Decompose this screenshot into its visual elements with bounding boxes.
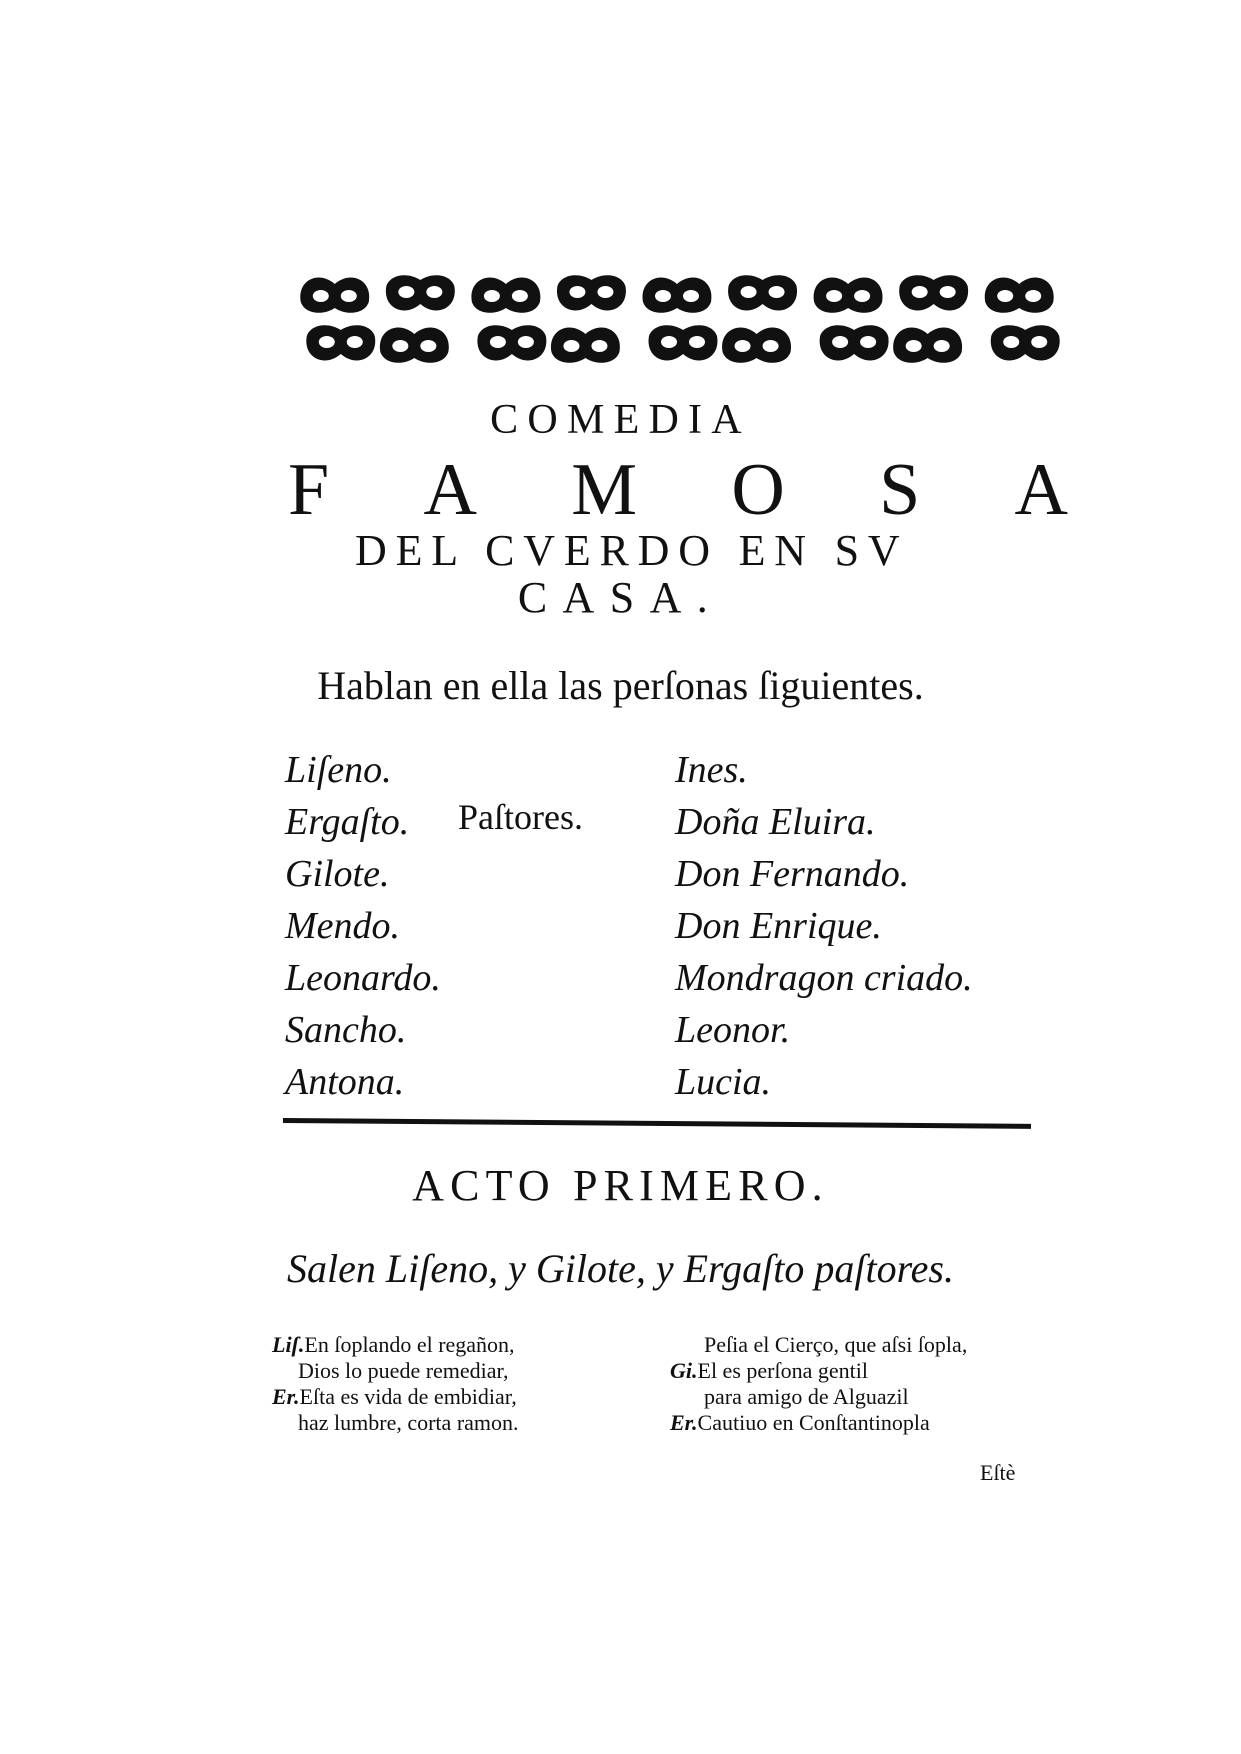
cast-member: Leonardo. [285, 957, 441, 999]
cast-list-right [675, 744, 973, 1108]
verse-text: Eſta es vida de embidiar, [299, 1384, 517, 1409]
title-letter: F [288, 449, 330, 531]
cast-member: Antona. [285, 1061, 405, 1103]
title-line-casa: CASA. [517, 573, 724, 622]
verse-column-left [272, 1332, 519, 1436]
cast-group-label: Paſtores. [458, 797, 583, 837]
cast-member: Mondragon criado. [675, 957, 973, 999]
cast-member: Liſeno. [285, 749, 392, 791]
dramatis-personae-heading: Hablan en ella las perſonas ſiguientes. [317, 663, 924, 708]
cast-member: Ines. [675, 749, 748, 791]
speaker-tag: Liſ. [272, 1332, 305, 1357]
title-line-comedia: COMEDIA [490, 397, 751, 443]
verse-line [670, 1358, 967, 1384]
title-letter: A [423, 449, 477, 531]
cast-member: Gilote. [285, 853, 390, 895]
title-letter: O [731, 449, 785, 531]
title-line-del-cuerdo: DEL CVERDO EN SV [355, 526, 909, 575]
verse-text: Cautiuo en Conſtantinopla [697, 1410, 930, 1435]
cast-member: Don Fernando. [675, 853, 910, 895]
verse-line [670, 1410, 967, 1436]
speaker-tag: Gi. [670, 1358, 698, 1383]
verse-column-right [670, 1332, 967, 1436]
title-letter: M [571, 449, 638, 531]
cast-member: Ergaſto. [285, 801, 410, 843]
verse-text: Peſia el Cierço, que aſsi ſopla, [704, 1332, 968, 1357]
verse-text: para amigo de Alguazil [704, 1384, 909, 1409]
horizontal-rule [283, 1118, 1031, 1129]
title-line-famosa [288, 448, 1068, 533]
cast-member: Sancho. [285, 1009, 407, 1051]
stage-direction: Salen Liſeno, y Gilote, y Ergaſto paſtores. [287, 1246, 954, 1291]
verse-text: El es perſona gentil [697, 1358, 868, 1383]
verse-line [670, 1384, 967, 1410]
verse-line [272, 1332, 519, 1358]
cast-list-left [285, 744, 441, 1108]
ornament-band [292, 266, 1062, 372]
speaker-tag: Er. [272, 1384, 300, 1409]
verse-text: Dios lo puede remediar, [298, 1358, 509, 1383]
cast-member: Doña Eluira. [675, 801, 876, 843]
verse-line [272, 1410, 519, 1436]
cast-member: Leonor. [675, 1009, 791, 1051]
cast-member: Don Enrique. [675, 905, 882, 947]
verse-line [670, 1332, 967, 1358]
verse-text: haz lumbre, corta ramon. [298, 1410, 519, 1435]
verse-line [272, 1384, 519, 1410]
cast-member: Mendo. [285, 905, 401, 947]
verse-line [272, 1358, 519, 1384]
title-letter: S [879, 449, 921, 531]
speaker-tag: Er. [670, 1410, 698, 1435]
title-letter: A [1014, 449, 1068, 531]
verse-text: En ſoplando el regañon, [304, 1332, 515, 1357]
act-heading: ACTO PRIMERO. [412, 1161, 829, 1210]
catchword: Eſtè [980, 1460, 1016, 1485]
cast-member: Lucia. [675, 1061, 772, 1103]
